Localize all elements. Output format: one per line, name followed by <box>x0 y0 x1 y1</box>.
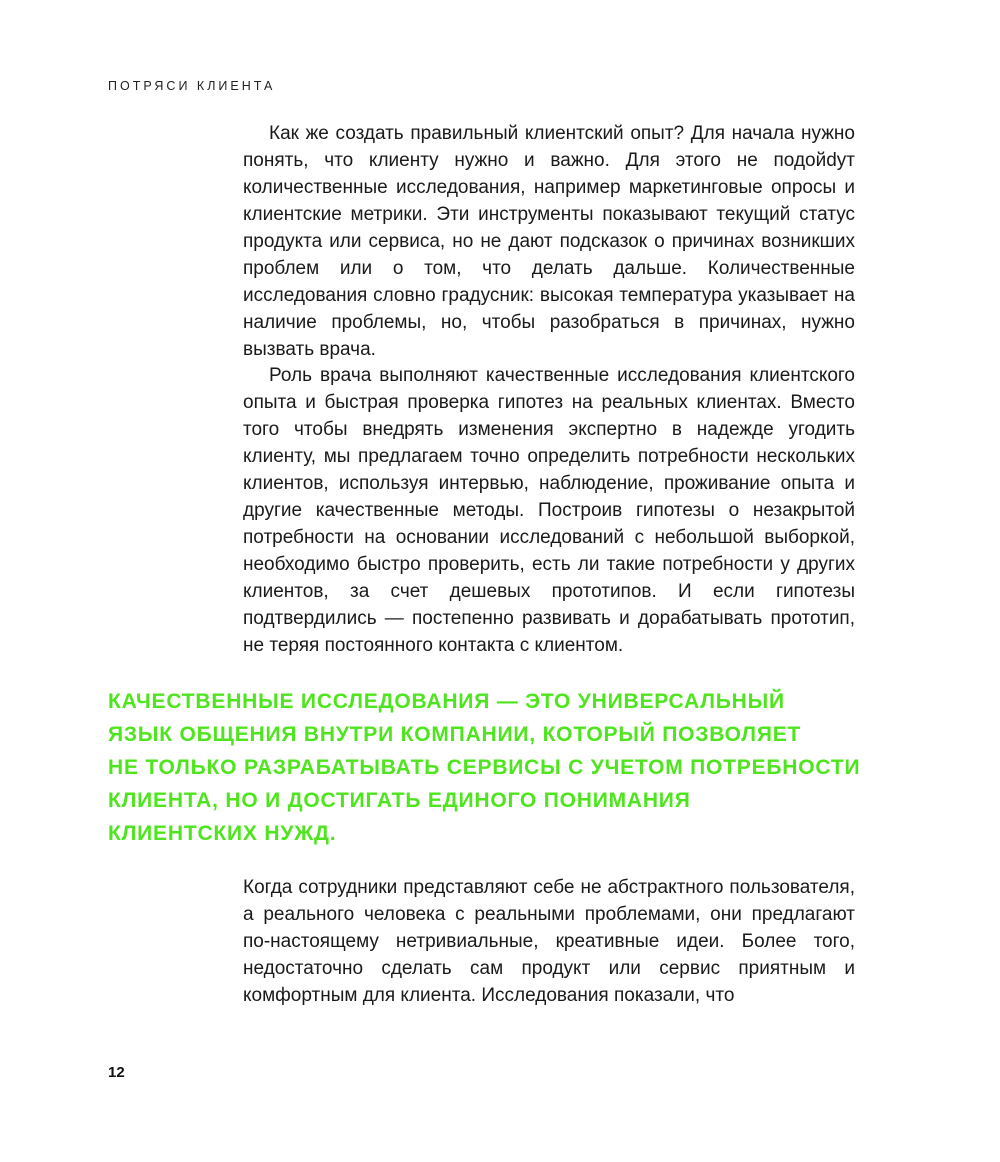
pull-quote-line-2: ЯЗЫК ОБЩЕНИЯ ВНУТРИ КОМПАНИИ, КОТОРЫЙ ПОЗВОЛЯЕТ <box>108 723 802 746</box>
pull-quote-line-1: КАЧЕСТВЕННЫЕ ИССЛЕДОВАНИЯ — ЭТО УНИВЕРСАЛЬНЫЙ <box>108 690 785 713</box>
body-paragraph-1: Как же создать правильный клиентский опыт? Для начала нужно понять, что клиенту нужно и важно. Для этого не подойdут количественные исследования, например маркетинговые опросы и клиентские метрики. Эти инструменты показывают текущий статус продукта или сервиса, но не дают подсказок о причинах возникших проблем или о том, что делать дальше. Количественные исследования словно градусник: высокая температура указывает на наличие проблемы, но, чтобы разобраться в причинах, нужно вызвать врача. <box>243 123 855 360</box>
page-number: 12 <box>108 1064 125 1081</box>
running-header: ПОТРЯСИ КЛИЕНТА <box>108 79 276 93</box>
pull-quote-line-5: КЛИЕНТСКИХ НУЖД. <box>108 822 337 845</box>
body-paragraph-3: Когда сотрудники представляют себе не абстрактного пользователя, а реального человека с реальными проблемами, они предлагают по-настоящему нетривиальные, креативные идеи. Более того, недостаточно сделать сам продукт или сервис приятным и комфортным для клиента. Исследования показали, что <box>243 877 855 1006</box>
pull-quote <box>108 685 861 850</box>
pull-quote-line-3: НЕ ТОЛЬКО РАЗРАБАТЫВАТЬ СЕРВИСЫ С УЧЕТОМ ПОТРЕБНОСТИ <box>108 756 861 779</box>
body-paragraph-2: Роль врача выполняют качественные исследования клиентского опыта и быстрая проверка гипотез на реальных клиентах. Вместо того чтобы внедрять изменения экспертно в надежде угодить клиенту, мы предлагаем точно определить потребности нескольких клиентов, используя интервью, наблюдение, проживание опыта и другие качественные методы. Построив гипотезы о незакрытой потребности на основании исследований с небольшой выборкой, необходимо быстро проверить, есть ли такие потребности у других клиентов, за счет дешевых прототипов. И если гипотезы подтвердились — постепенно развивать и дорабатывать прототип, не теряя постоянного контакта с клиентом. <box>243 365 855 656</box>
pull-quote-line-4: КЛИЕНТА, НО И ДОСТИГАТЬ ЕДИНОГО ПОНИМАНИЯ <box>108 789 691 812</box>
